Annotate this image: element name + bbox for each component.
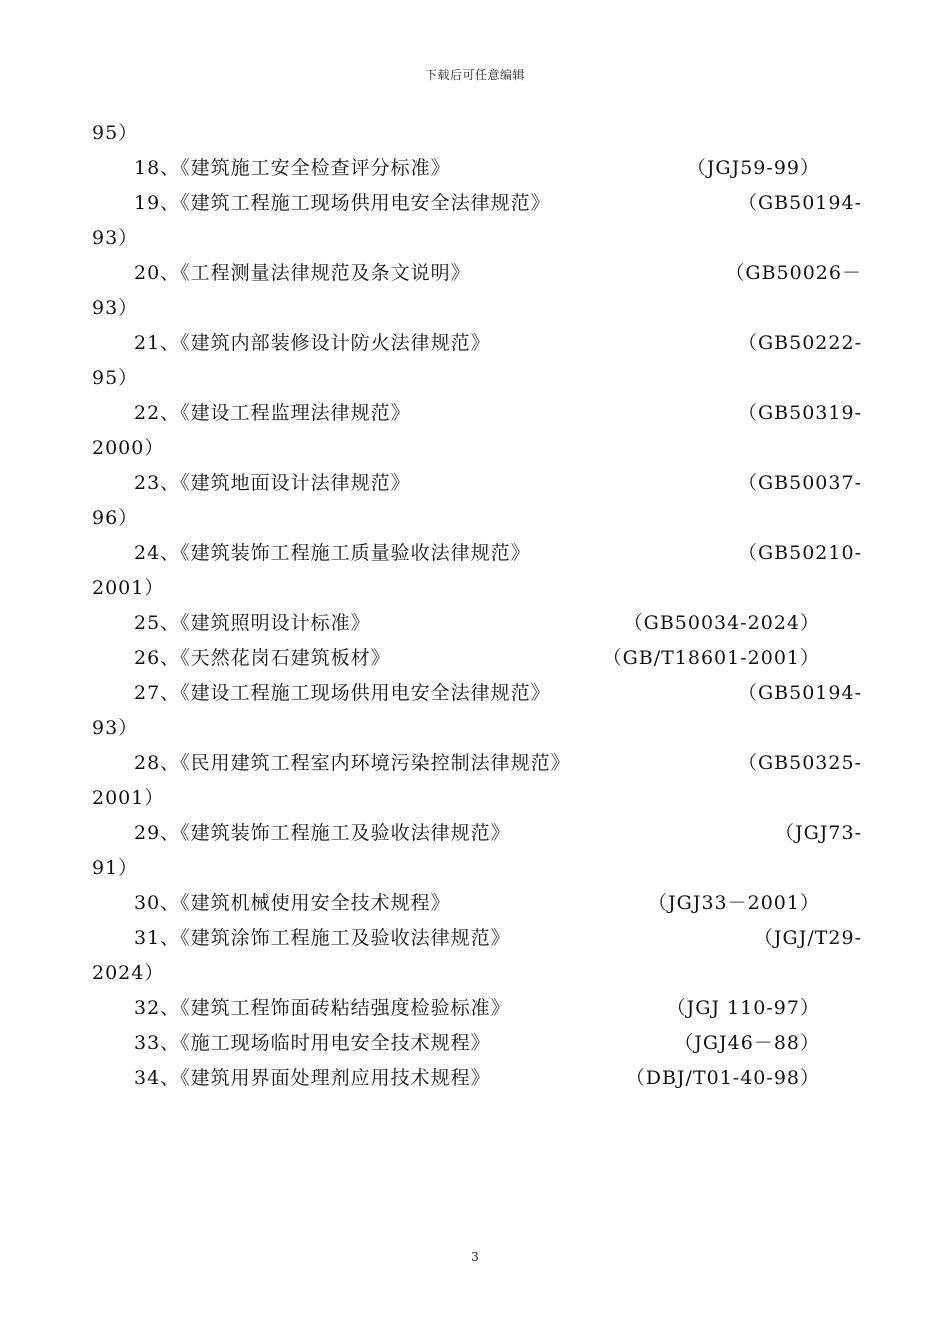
continuation-text: 93） — [92, 297, 139, 319]
standard-title: 27、《建设工程施工现场供用电安全法律规范》 — [134, 682, 551, 704]
standard-item — [92, 326, 862, 361]
continuation-line — [92, 361, 862, 396]
standard-code: （GB50325- — [737, 752, 862, 774]
standard-item — [92, 1026, 862, 1061]
continuation-line — [92, 956, 862, 991]
standard-code: （GB50210- — [737, 542, 862, 564]
standard-title: 28、《民用建筑工程室内环境污染控制法律规范》 — [134, 752, 571, 774]
standard-title: 25、《建筑照明设计标准》 — [134, 612, 371, 634]
standard-title: 26、《天然花岗石建筑板材》 — [134, 647, 391, 669]
standard-item — [92, 1061, 862, 1096]
standard-title: 23、《建筑地面设计法律规范》 — [134, 472, 411, 494]
continuation-line — [92, 501, 862, 536]
standard-title: 24、《建筑装饰工程施工质量验收法律规范》 — [134, 542, 531, 564]
standards-list — [92, 116, 862, 1096]
standard-code: （GB50194- — [737, 682, 862, 704]
continuation-line — [92, 711, 862, 746]
standard-item — [92, 151, 862, 186]
standard-title: 33、《施工现场临时用电安全技术规程》 — [134, 1032, 491, 1054]
standard-code: （DBJ/T01-40-98） — [625, 1067, 820, 1089]
standard-title: 34、《建筑用界面处理剂应用技术规程》 — [134, 1067, 491, 1089]
continuation-line — [92, 571, 862, 606]
standard-code: （JGJ59-99） — [686, 157, 820, 179]
standard-code: （GB50319- — [737, 402, 862, 424]
continuation-line — [92, 781, 862, 816]
standard-item — [92, 396, 862, 431]
page-header: 下载后可任意编辑 — [424, 68, 525, 82]
standard-item — [92, 886, 862, 921]
standard-title: 21、《建筑内部装修设计防火法律规范》 — [134, 332, 491, 354]
standard-item — [92, 641, 862, 676]
standard-title: 19、《建筑工程施工现场供用电安全法律规范》 — [134, 192, 551, 214]
continuation-text: 2000） — [92, 437, 165, 459]
continuation-text: 93） — [92, 717, 139, 739]
standard-title: 32、《建筑工程饰面砖粘结强度检验标准》 — [134, 997, 511, 1019]
standard-item — [92, 676, 862, 711]
continuation-text: 96） — [92, 507, 139, 529]
continuation-text: 91） — [92, 857, 139, 879]
standard-code: （GB50026－ — [725, 262, 862, 284]
continuation-text: 2001） — [92, 577, 165, 599]
standard-title: 22、《建设工程监理法律规范》 — [134, 402, 411, 424]
standard-item — [92, 816, 862, 851]
continuation-line — [92, 851, 862, 886]
standard-item — [92, 746, 862, 781]
standard-title: 30、《建筑机械使用安全技术规程》 — [134, 892, 451, 914]
standard-code: （GB50037- — [737, 472, 862, 494]
continuation-text: 95） — [92, 122, 139, 144]
standard-code: （GB/T18601-2001） — [602, 647, 820, 669]
standard-title: 31、《建筑涂饰工程施工及验收法律规范》 — [134, 927, 511, 949]
standard-code: （JGJ33－2001） — [648, 892, 820, 914]
standard-item — [92, 256, 862, 291]
standard-code: （GB50194- — [737, 192, 862, 214]
standard-title: 20、《工程测量法律规范及条文说明》 — [134, 262, 471, 284]
standard-item — [92, 606, 862, 641]
continuation-text: 2024） — [92, 962, 165, 984]
continuation-text: 93） — [92, 227, 139, 249]
continuation-line — [92, 221, 862, 256]
standard-item — [92, 466, 862, 501]
standard-title: 18、《建筑施工安全检查评分标准》 — [134, 157, 451, 179]
standard-code: （JGJ46－88） — [674, 1032, 820, 1054]
page-number: 3 — [471, 1250, 479, 1264]
continuation-text: 2001） — [92, 787, 165, 809]
continuation-line — [92, 116, 862, 151]
standard-item — [92, 186, 862, 221]
standard-code: （JGJ 110-97） — [666, 997, 820, 1019]
standard-code: （JGJ/T29- — [753, 927, 862, 949]
continuation-line — [92, 291, 862, 326]
standard-title: 29、《建筑装饰工程施工及验收法律规范》 — [134, 822, 511, 844]
standard-item — [92, 921, 862, 956]
standard-item — [92, 536, 862, 571]
standard-code: （GB50034-2024） — [623, 612, 820, 634]
continuation-text: 95） — [92, 367, 139, 389]
continuation-line — [92, 431, 862, 466]
standard-code: （JGJ73- — [774, 822, 862, 844]
standard-item — [92, 991, 862, 1026]
standard-code: （GB50222- — [737, 332, 862, 354]
